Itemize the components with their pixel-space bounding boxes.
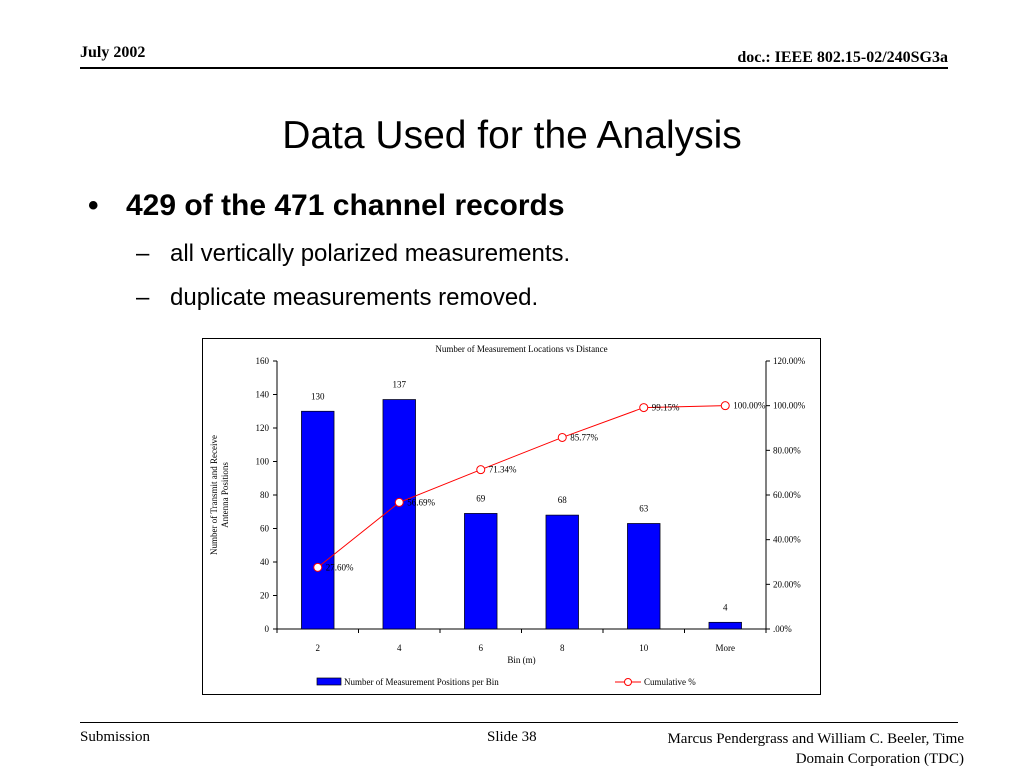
y2-tick-label: 80.00% (773, 445, 801, 456)
legend-bar-swatch (317, 678, 341, 685)
sub-bullet-1 (136, 240, 570, 268)
x-tick-label: 4 (397, 643, 402, 653)
cumulative-label: 56.69% (407, 497, 435, 508)
cumulative-point (395, 498, 403, 506)
bar-value-label: 69 (476, 493, 486, 504)
legend-line-label: Cumulative % (644, 677, 696, 687)
bar-value-label: 68 (557, 495, 567, 506)
cumulative-label: 71.34% (488, 464, 517, 475)
sub-bullet-2 (136, 284, 538, 312)
bar-value-label: 4 (723, 602, 728, 613)
y2-tick-label: 120.00% (773, 356, 806, 366)
sub-bullet-marker: – (136, 284, 150, 311)
cumulative-label: 99.15% (651, 402, 680, 413)
footer-authors-line1: Marcus Pendergrass and William C. Beeler, Time (667, 731, 964, 747)
x-axis-label: Bin (m) (507, 655, 536, 665)
main-bullet (88, 189, 565, 223)
x-tick-label: 8 (560, 643, 565, 653)
footer-authors (604, 729, 964, 769)
cumulative-label: 27.60% (325, 562, 354, 573)
bar (546, 515, 579, 629)
chart-title: Number of Measurement Locations vs Distance (435, 344, 608, 354)
bar (301, 411, 334, 629)
cumulative-point (314, 563, 322, 571)
y-tick-label: 140 (255, 389, 269, 400)
y2-tick-label: 40.00% (773, 534, 801, 545)
y2-tick-label: 100.00% (773, 400, 806, 411)
bar (383, 400, 416, 629)
chart-svg (203, 339, 820, 694)
bar-value-label: 130 (311, 391, 325, 402)
sub-bullet-marker: – (136, 240, 150, 267)
sub-bullet-text: duplicate measurements removed. (170, 284, 539, 311)
y-tick-label: 40 (260, 557, 269, 567)
footer-submission: Submission (80, 729, 151, 745)
cumulative-label: 100.00% (733, 400, 766, 411)
y-axis-label: Number of Transmit and Receive (209, 435, 219, 555)
y-tick-label: 20 (260, 590, 269, 601)
bar-value-label: 63 (639, 503, 649, 514)
footer-slide-number: Slide 38 (487, 729, 537, 745)
x-tick-label: 6 (478, 643, 483, 653)
cumulative-point (477, 466, 485, 474)
y-tick-label: 100 (255, 456, 269, 467)
cumulative-point (640, 404, 648, 412)
cumulative-point (558, 433, 566, 441)
bar (464, 513, 497, 629)
bar (709, 622, 742, 629)
sub-bullet-text: all vertically polarized measurements. (170, 240, 571, 267)
footer-divider (80, 722, 958, 723)
header-date: July 2002 (80, 44, 146, 61)
x-tick-label: More (715, 643, 735, 653)
y2-tick-label: .00% (773, 624, 792, 634)
cumulative-point (721, 402, 729, 410)
y2-tick-label: 20.00% (773, 579, 801, 590)
bar (627, 523, 660, 629)
main-bullet-text: 429 of the 471 channel records (126, 189, 565, 222)
header-doc-id: doc.: IEEE 802.15-02/240SG3a (737, 49, 948, 66)
y-tick-label: 60 (260, 523, 269, 534)
bullet-marker: • (88, 189, 99, 222)
y-tick-label: 160 (255, 356, 269, 366)
header-divider (80, 67, 948, 69)
x-tick-label: 2 (315, 643, 320, 653)
y-axis-label: Antenna Positions (220, 462, 230, 528)
chart-frame (202, 338, 821, 695)
cumulative-line (318, 406, 726, 568)
bar-value-label: 137 (392, 379, 406, 390)
cumulative-label: 85.77% (570, 432, 598, 443)
y-tick-label: 0 (264, 624, 269, 634)
legend-line-marker (625, 679, 632, 686)
y-tick-label: 120 (255, 423, 269, 433)
footer-authors-line2: Domain Corporation (TDC) (795, 751, 964, 767)
slide-title: Data Used for the Analysis (282, 114, 742, 157)
x-tick-label: 10 (639, 643, 649, 653)
y2-tick-label: 60.00% (773, 490, 801, 500)
legend-bar-label: Number of Measurement Positions per Bin (344, 677, 499, 687)
y-tick-label: 80 (260, 490, 269, 500)
